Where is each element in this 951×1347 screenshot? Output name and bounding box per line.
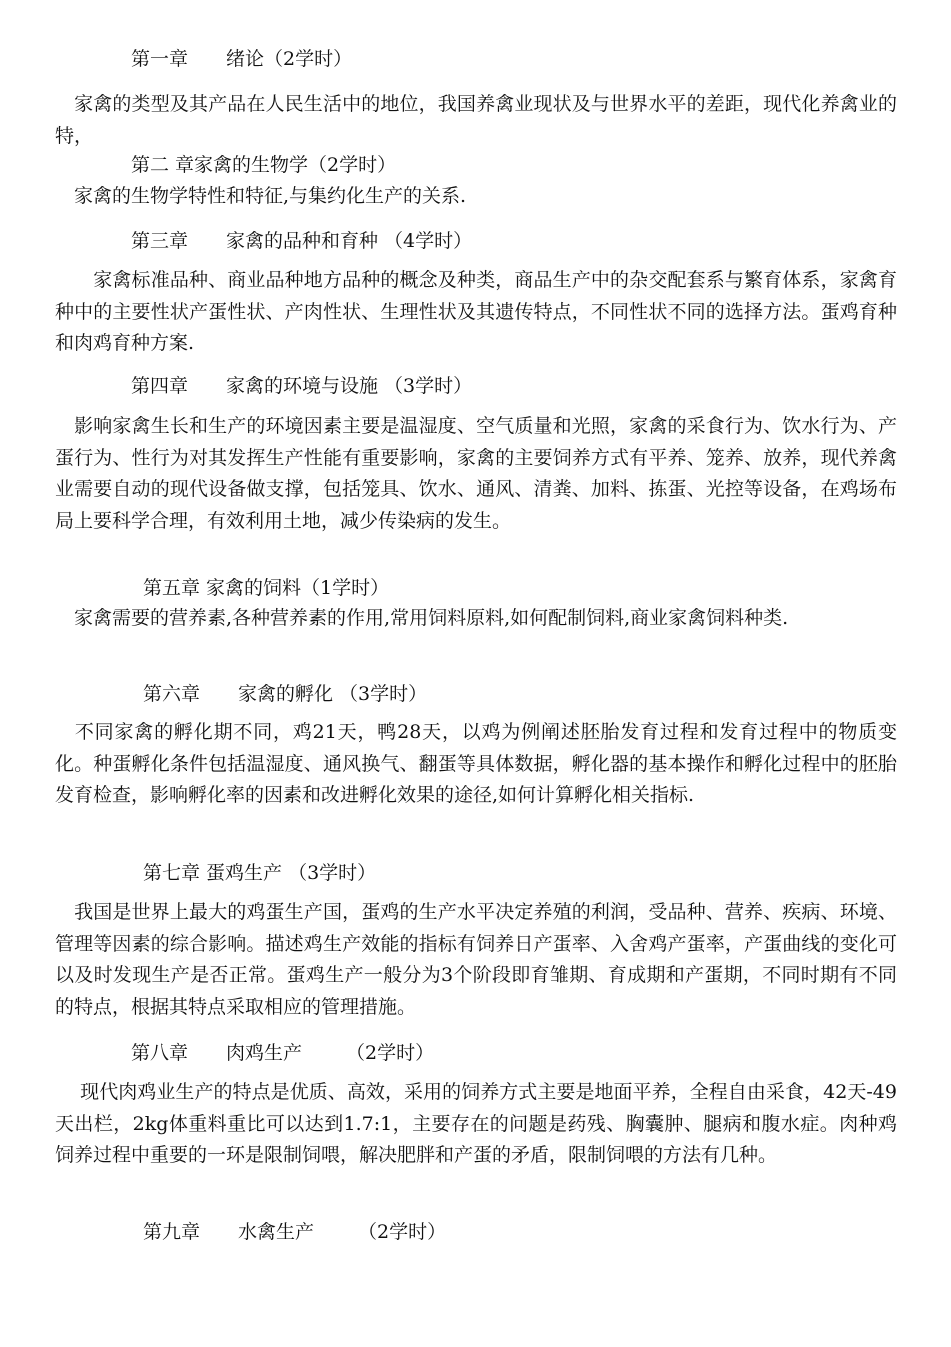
chapter-6-heading: 第六章 家禽的孵化 （3学时） <box>143 683 428 705</box>
chapter-9-heading: 第九章 水禽生产 （2学时） <box>143 1221 447 1243</box>
chapter-5-heading: 第五章 家禽的饲料（1学时） <box>143 577 390 599</box>
chapter-3-heading: 第三章 家禽的品种和育种 （4学时） <box>131 230 473 252</box>
chapter-4-body: 影响家禽生长和生产的环境因素主要是温湿度、空气质量和光照，家禽的采食行为、饮水行为、产蛋行为、性行为对其发挥生产性能有重要影响，家禽的主要饲养方式有平养、笼养、放养，现代养禽业需要自动的现代设备做支撑，包括笼具、饮水、通风、清粪、加料、拣蛋、光控等设备，在鸡场布局上要科学合理，有效利用土地，减少传染病的发生。 <box>55 415 897 532</box>
chapter-8-heading: 第八章 肉鸡生产 （2学时） <box>131 1042 435 1064</box>
chapter-2-heading: 第二 章家禽的生物学（2学时） <box>131 154 397 176</box>
chapter-1-heading: 第一章 绪论（2学时） <box>131 48 353 70</box>
chapter-7-heading: 第七章 蛋鸡生产 （3学时） <box>143 862 377 884</box>
chapter-2-body: 家禽的生物学特性和特征,与集约化生产的关系. <box>55 185 467 207</box>
chapter-3-body: 家禽标准品种、商业品种地方品种的概念及种类，商品生产中的杂交配套系与繁育体系，家禽育种中的主要性状产蛋性状、产肉性状、生理性状及其遗传特点，不同性状不同的选择方法。蛋鸡育种和肉鸡育种方案. <box>55 269 897 355</box>
chapter-8-body: 现代肉鸡业生产的特点是优质、高效，采用的饲养方式主要是地面平养，全程自由采食，42天-49天出栏，2kg体重料重比可以达到1.7:1，主要存在的问题是药残、胸囊肿、腿病和腹水症。肉种鸡饲养过程中重要的一环是限制饲喂，解决肥胖和产蛋的矛盾，限制饲喂的方法有几种。 <box>55 1081 897 1167</box>
chapter-1-body: 家禽的类型及其产品在人民生活中的地位，我国养禽业现状及与世界水平的差距，现代化养禽业的特， <box>55 93 897 147</box>
chapter-6-body: 不同家禽的孵化期不同，鸡21天，鸭28天，以鸡为例阐述胚胎发育过程和发育过程中的物质变化。种蛋孵化条件包括温湿度、通风换气、翻蛋等具体数据，孵化器的基本操作和孵化过程中的胚胎发育检查，影响孵化率的因素和改进孵化效果的途径,如何计算孵化相关指标. <box>55 721 897 807</box>
chapter-7-body: 我国是世界上最大的鸡蛋生产国，蛋鸡的生产水平决定养殖的利润，受品种、营养、疾病、环境、管理等因素的综合影响。描述鸡生产效能的指标有饲养日产蛋率、入舍鸡产蛋率，产蛋曲线的变化可以及时发现生产是否正常。蛋鸡生产一般分为3个阶段即育雏期、育成期和产蛋期，不同时期有不同的特点，根据其特点采取相应的管理措施。 <box>55 901 897 1018</box>
chapter-4-heading: 第四章 家禽的环境与设施 （3学时） <box>131 375 473 397</box>
chapter-5-body: 家禽需要的营养素,各种营养素的作用,常用饲料原料,如何配制饲料,商业家禽饲料种类. <box>55 607 789 629</box>
